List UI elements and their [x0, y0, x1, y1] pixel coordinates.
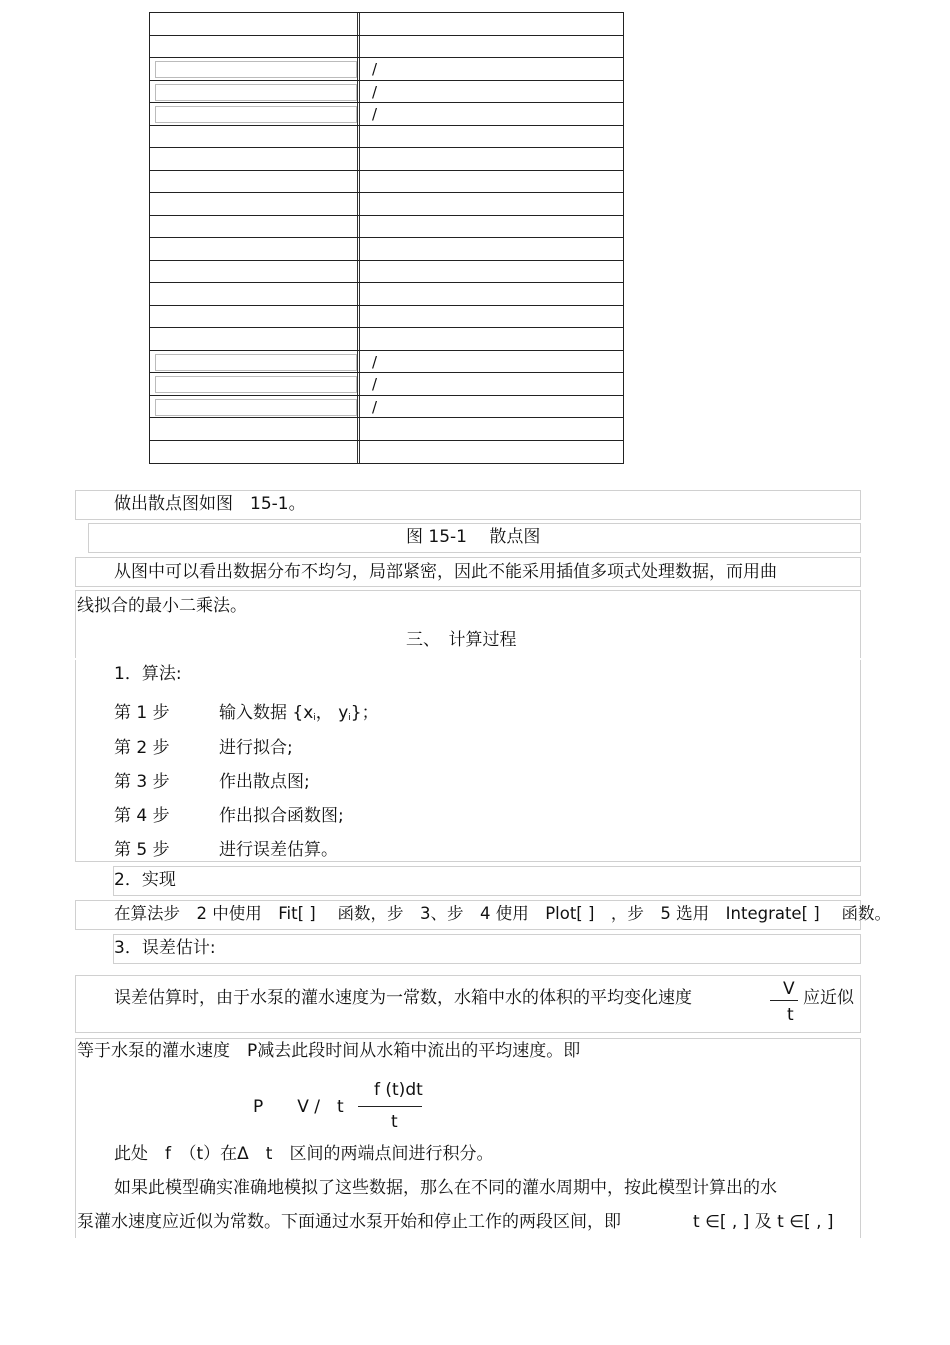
- error-line-2: 等于水泵的灌水速度 P减去此段时间从水箱中流出的平均速度。即: [77, 1041, 581, 1061]
- table-row: [150, 36, 623, 59]
- table-cell-inner-box: [155, 376, 357, 393]
- table-cell-right: [372, 171, 623, 193]
- step-2-description: 进行拟合;: [219, 738, 293, 758]
- table-cell-left: [150, 351, 360, 373]
- fraction-2-numerator: f (t)dt: [374, 1080, 423, 1100]
- table-cell-left: [150, 193, 360, 215]
- table-row: [150, 148, 623, 171]
- table-cell-right: [372, 418, 623, 440]
- step-4-number: 第 4 步: [114, 806, 170, 826]
- table-row: [150, 261, 623, 284]
- table-cell-left: [150, 373, 360, 395]
- error-line-1-tail: 应近似: [803, 988, 854, 1008]
- fraction-1-bar: [770, 1000, 798, 1001]
- table-cell-left: [150, 36, 360, 58]
- algorithm-heading: 1．算法:: [114, 664, 182, 684]
- table-cell-right: [372, 216, 623, 238]
- table-cell-right: [372, 13, 623, 35]
- table-cell-inner-box: [155, 61, 357, 78]
- table-cell-right: [372, 283, 623, 305]
- table-cell-left: [150, 171, 360, 193]
- step-1-sub-y: i: [348, 713, 351, 723]
- observation-line-2: 线拟合的最小二乘法。: [77, 596, 247, 616]
- table-cell-left: [150, 81, 360, 103]
- table-cell-left: [150, 238, 360, 260]
- table-cell-right: [372, 441, 623, 464]
- table-row: [150, 103, 623, 126]
- table-row: [150, 396, 623, 419]
- table-row: [150, 13, 623, 36]
- table-cell-right: [372, 261, 623, 283]
- step-1-desc-prefix: 输入数据 {x: [219, 703, 314, 723]
- table-cell-left: [150, 58, 360, 80]
- step-3-number: 第 3 步: [114, 772, 170, 792]
- table-cell-left: [150, 126, 360, 148]
- table-row: [150, 418, 623, 441]
- step-3-description: 作出散点图;: [219, 772, 310, 792]
- step-1-description: [219, 698, 379, 723]
- table-cell-right: [372, 306, 623, 328]
- table-cell-left: [150, 103, 360, 125]
- table-row: [150, 328, 623, 351]
- section-title: 三、 计算过程: [406, 630, 517, 650]
- step-1-desc-mid: ， y: [315, 703, 349, 723]
- scatter-intro: 做出散点图如图 15-1。: [114, 494, 306, 514]
- table-row: [150, 126, 623, 149]
- fraction-2-denominator: t: [391, 1112, 398, 1132]
- table-row: [150, 81, 623, 104]
- table-cell-right: /: [372, 105, 378, 123]
- table-cell-left: [150, 216, 360, 238]
- error-line-1: 误差估算时，由于水泵的灌水速度为一常数，水箱中水的体积的平均变化速度: [114, 988, 692, 1008]
- table-cell-right: [372, 126, 623, 148]
- frame-algorithm: [75, 660, 861, 862]
- table-cell-left: [150, 418, 360, 440]
- table-row: [150, 216, 623, 239]
- fraction-1-numerator: V: [783, 979, 795, 999]
- fraction-2-bar: [358, 1106, 422, 1107]
- table-cell-right: /: [372, 397, 378, 416]
- table-row: [150, 238, 623, 261]
- impl-text: 在算法步 2 中使用 Fit[ ] 函数，步 3、步 4 使用 Plot[ ] ，步 5 选用 Integrate[ ] 函数。: [114, 904, 891, 923]
- impl-heading: 2．实现: [114, 870, 176, 890]
- table-cell-right: /: [372, 352, 378, 371]
- frame-error-body: [75, 1038, 861, 1238]
- table-cell-inner-box: [155, 106, 357, 123]
- table-cell-right: /: [372, 375, 378, 393]
- frame-error-heading: [113, 934, 861, 964]
- table-cell-left: [150, 148, 360, 170]
- table-cell-left: [150, 441, 360, 464]
- table-cell-inner-box: [155, 354, 357, 371]
- table-cell-right: /: [372, 82, 378, 101]
- table-row: [150, 193, 623, 216]
- step-5-number: 第 5 步: [114, 840, 170, 860]
- step-2-number: 第 2 步: [114, 738, 170, 758]
- table-row: [150, 283, 623, 306]
- table-cell-left: [150, 283, 360, 305]
- step-5-description: 进行误差估算。: [219, 840, 338, 860]
- frame-impl-heading: [113, 866, 861, 896]
- formula-left: P V / t: [253, 1097, 344, 1117]
- table-cell-right: [372, 36, 623, 58]
- error-heading: 3．误差估计:: [114, 938, 216, 958]
- final-line-2-tail: t ∈[ , ] 及 t ∈[ , ]: [693, 1212, 834, 1232]
- table-cell-left: [150, 396, 360, 418]
- table-cell-inner-box: [155, 399, 357, 416]
- table-cell-right: [372, 148, 623, 170]
- final-line-1: 如果此模型确实准确地模拟了这些数据，那么在不同的灌水周期中，按此模型计算出的水: [114, 1178, 777, 1198]
- table-cell-right: /: [372, 60, 378, 78]
- observation-line-1: 从图中可以看出数据分布不均匀，局部紧密，因此不能采用插值多项式处理数据，而用曲: [114, 562, 777, 582]
- table-row: [150, 441, 623, 464]
- fraction-1-denominator: t: [787, 1005, 794, 1025]
- table-row: [150, 171, 623, 194]
- step-1-sub-x: i: [313, 713, 316, 723]
- table-cell-left: [150, 13, 360, 35]
- step-4-description: 作出拟合函数图;: [219, 806, 344, 826]
- table-cell-inner-box: [155, 84, 357, 101]
- step-1-desc-suffix: }；: [350, 703, 379, 723]
- final-line-2: 泵灌水速度应近似为常数。下面通过水泵开始和停止工作的两段区间，即: [77, 1212, 621, 1232]
- figure-caption: 图 15-1 散点图: [406, 527, 541, 547]
- table-row: [150, 373, 623, 396]
- table-cell-left: [150, 306, 360, 328]
- table-cell-left: [150, 328, 360, 350]
- table-row: [150, 351, 623, 374]
- table-row: [150, 58, 623, 81]
- table-cell-right: [372, 193, 623, 215]
- data-table: [149, 12, 624, 464]
- note-line: 此处 f （t）在Δ t 区间的两端点间进行积分。: [114, 1144, 494, 1164]
- step-1-number: 第 1 步: [114, 703, 170, 723]
- table-cell-left: [150, 261, 360, 283]
- table-row: [150, 306, 623, 329]
- table-cell-right: [372, 238, 623, 260]
- table-cell-right: [372, 328, 623, 350]
